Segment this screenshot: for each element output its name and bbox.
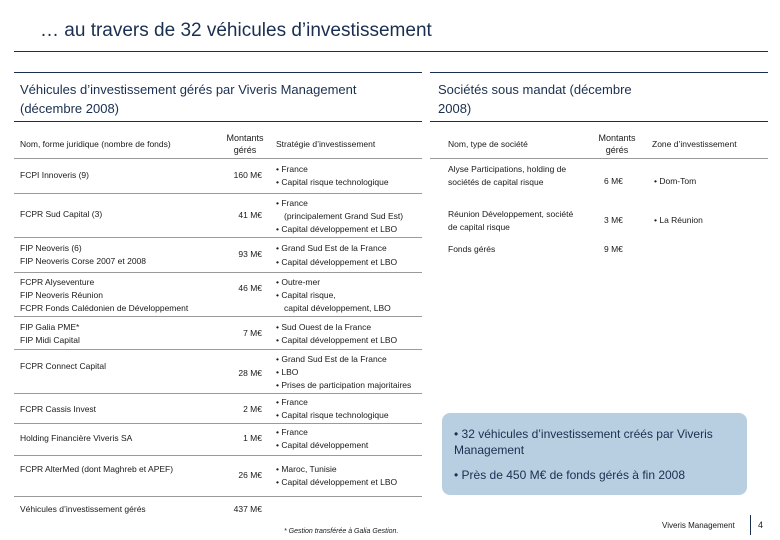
row-strategy: • France bbox=[276, 198, 308, 208]
row-strategy: • France bbox=[276, 427, 308, 437]
callout-point: • 32 véhicules d’investissement créés par Viveris Management bbox=[454, 427, 713, 457]
row-amount: 46 M€ bbox=[238, 283, 262, 293]
row-strategy: • Outre-mer bbox=[276, 277, 321, 287]
row-strategy: • Capital risque technologique bbox=[276, 177, 389, 187]
mandate-zone: • La Réunion bbox=[654, 215, 703, 225]
row-amount: 1 M€ bbox=[243, 433, 262, 443]
footnote: * Gestion transférée à Galia Gestion. bbox=[284, 528, 399, 535]
row-strategy: • Capital développement bbox=[276, 440, 369, 450]
row-name: FIP Neoveris Corse 2007 et 2008 bbox=[20, 256, 146, 266]
row-amount: 7 M€ bbox=[243, 328, 262, 338]
row-strategy: (principalement Grand Sud Est) bbox=[284, 211, 404, 221]
row-strategy: • France bbox=[276, 164, 308, 174]
row-divider bbox=[14, 423, 422, 424]
mandate-amount: 3 M€ bbox=[604, 215, 623, 225]
row-divider bbox=[14, 349, 422, 350]
title-divider bbox=[14, 51, 768, 52]
row-strategy: • Capital développement et LBO bbox=[276, 224, 398, 234]
row-name: FIP Galia PME* bbox=[20, 322, 80, 332]
row-strategy: • Sud Ouest de la France bbox=[276, 322, 372, 332]
page-number: 4 bbox=[758, 520, 764, 530]
row-amount: 41 M€ bbox=[238, 210, 262, 220]
total-label: Véhicules d’investissement gérés bbox=[20, 504, 146, 514]
row-amount: 160 M€ bbox=[233, 170, 262, 180]
row-name: Holding Financière Viveris SA bbox=[20, 433, 133, 443]
callout-point: • Près de 450 M€ de fonds gérés à fin 2008 bbox=[454, 468, 686, 482]
row-strategy: • Capital développement et LBO bbox=[276, 477, 398, 487]
left-col-strategy: Stratégie d’investissement bbox=[276, 139, 376, 149]
total-amount: 437 M€ bbox=[233, 504, 262, 514]
right-col-name: Nom, type de société bbox=[448, 139, 528, 149]
row-name: FIP Neoveris (6) bbox=[20, 243, 82, 253]
row-divider bbox=[14, 193, 422, 194]
mandate-zone: • Dom-Tom bbox=[654, 176, 697, 186]
row-divider bbox=[14, 237, 422, 238]
right-header-rule bbox=[430, 72, 768, 73]
row-amount: 93 M€ bbox=[238, 249, 262, 259]
row-divider bbox=[14, 316, 422, 317]
row-divider bbox=[14, 393, 422, 394]
row-strategy: • LBO bbox=[276, 367, 299, 377]
mandate-name: Fonds gérés bbox=[448, 244, 496, 254]
row-amount: 26 M€ bbox=[238, 470, 262, 480]
row-name: FCPR Fonds Calédonien de Développement bbox=[20, 303, 189, 313]
right-header-bottom-rule bbox=[430, 121, 768, 122]
row-amount: 28 M€ bbox=[238, 368, 262, 378]
left-header-rule bbox=[14, 72, 422, 73]
right-col-amount: Montants gérés bbox=[598, 133, 636, 155]
mandate-amount: 9 M€ bbox=[604, 244, 623, 254]
left-section-header: Véhicules d’investissement gérés par Viveris Management (décembre 2008) bbox=[20, 82, 357, 116]
row-strategy: • Capital développement et LBO bbox=[276, 257, 398, 267]
footer-separator bbox=[750, 515, 751, 535]
row-name: FCPR AlterMed (dont Maghreb et APEF) bbox=[20, 464, 174, 474]
left-col-amount: Montants gérés bbox=[226, 133, 264, 155]
row-strategy: • France bbox=[276, 397, 308, 407]
row-strategy: • Grand Sud Est de la France bbox=[276, 354, 387, 364]
row-name: FCPR Sud Capital (3) bbox=[20, 209, 103, 219]
mandate-name: Alyse Participations, holding de sociétés de capital risque bbox=[448, 164, 567, 187]
left-columns-rule bbox=[14, 158, 422, 159]
page-title: … au travers de 32 véhicules d’investissement bbox=[40, 20, 432, 41]
row-strategy: • Maroc, Tunisie bbox=[276, 464, 337, 474]
row-divider bbox=[14, 272, 422, 273]
row-amount: 2 M€ bbox=[243, 404, 262, 414]
mandate-amount: 6 M€ bbox=[604, 176, 623, 186]
row-strategy: • Prises de participation majoritaires bbox=[276, 380, 412, 390]
row-name: FIP Midi Capital bbox=[20, 335, 80, 345]
row-name: FIP Neoveris Réunion bbox=[20, 290, 103, 300]
mandate-name: Réunion Développement, société de capital risque bbox=[448, 209, 574, 232]
row-name: FCPR Connect Capital bbox=[20, 361, 106, 371]
right-section-header: Sociétés sous mandat (décembre 2008) bbox=[438, 82, 632, 116]
row-divider bbox=[14, 496, 422, 497]
row-strategy: • Capital risque, bbox=[276, 290, 336, 300]
row-strategy: capital développement, LBO bbox=[284, 303, 391, 313]
left-header-bottom-rule bbox=[14, 121, 422, 122]
right-columns-rule bbox=[430, 158, 768, 159]
row-strategy: • Capital développement et LBO bbox=[276, 335, 398, 345]
row-name: FCPR Cassis Invest bbox=[20, 404, 97, 414]
row-strategy: • Grand Sud Est de la France bbox=[276, 243, 387, 253]
footer-brand: Viveris Management bbox=[662, 521, 735, 530]
row-strategy: • Capital risque technologique bbox=[276, 410, 389, 420]
summary-callout bbox=[442, 413, 747, 495]
row-divider bbox=[14, 455, 422, 456]
row-name: FCPI Innoveris (9) bbox=[20, 170, 89, 180]
left-col-name: Nom, forme juridique (nombre de fonds) bbox=[20, 139, 171, 149]
right-col-zone: Zone d’investissement bbox=[652, 139, 737, 149]
row-name: FCPR Alyseventure bbox=[20, 277, 95, 287]
